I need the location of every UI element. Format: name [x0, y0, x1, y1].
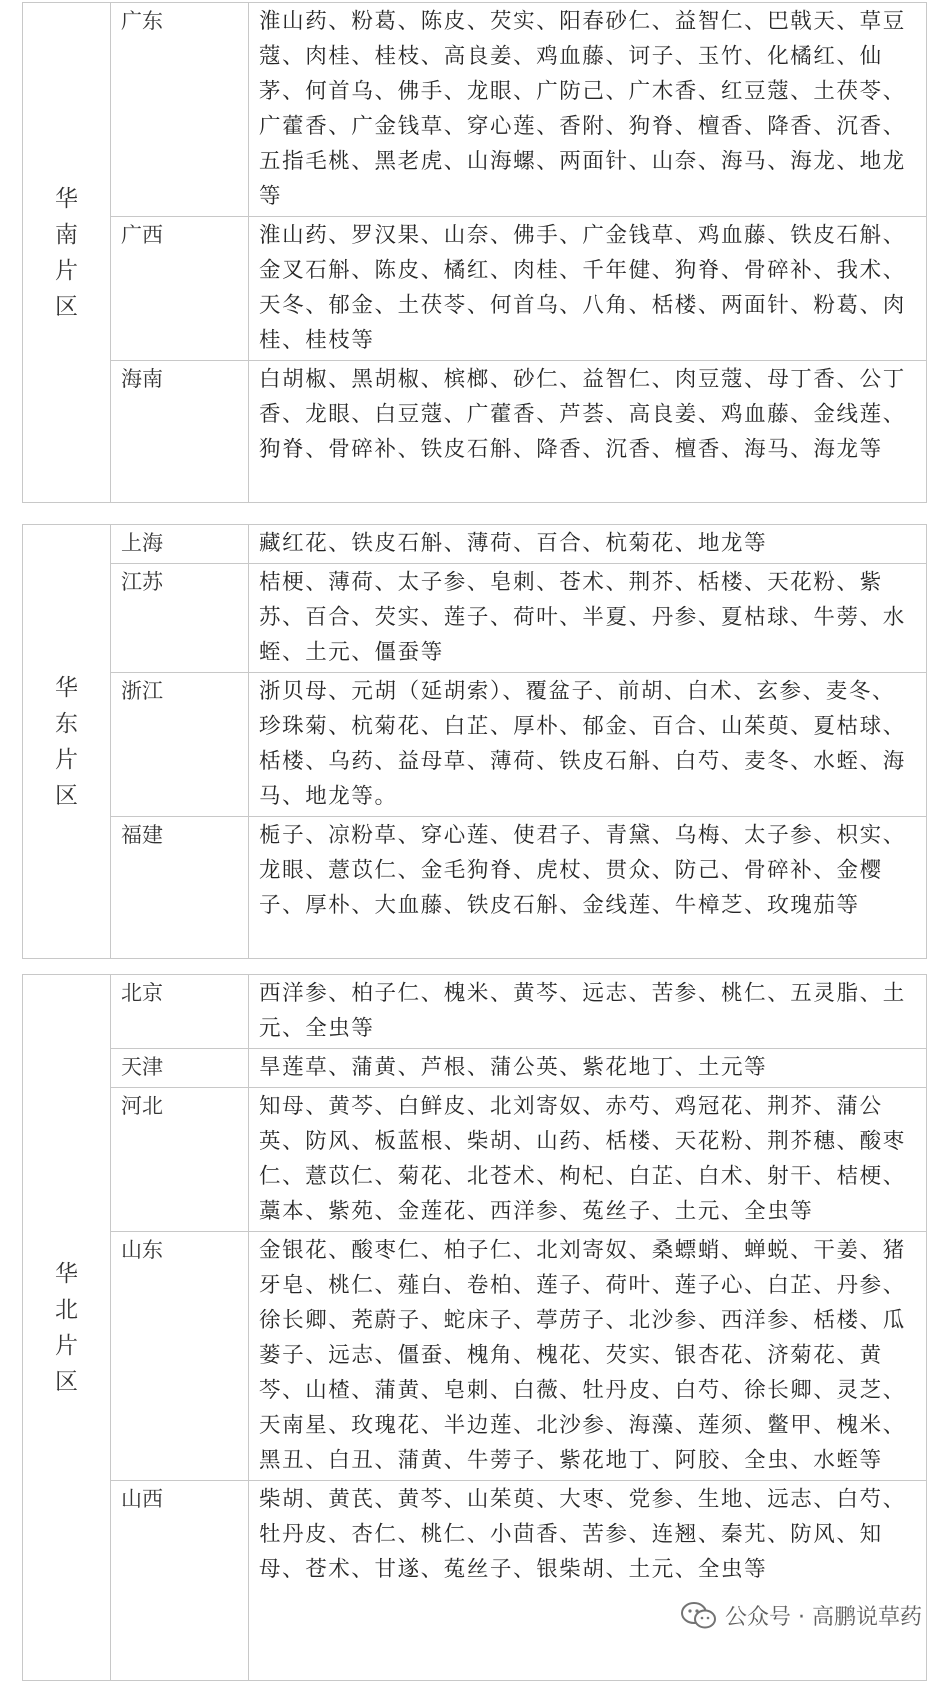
province-cell: 北京: [111, 975, 249, 1049]
watermark-text: 公众号 · 高鹏说草药: [725, 1605, 922, 1630]
wechat-icon: [681, 1601, 717, 1631]
table-row: [23, 217, 927, 361]
herb-list: 白胡椒、黑胡椒、槟榔、砂仁、益智仁、肉豆蔻、母丁香、公丁香、龙眼、白豆蔻、广藿香、芦荟、高良姜、鸡血藤、金线莲、狗脊、骨碎补、铁皮石斛、降香、沉香、檀香、海马、海龙等: [249, 361, 927, 503]
province-cell: 福建: [111, 817, 249, 959]
area-name: 华北片区: [55, 1260, 78, 1395]
area-cell: [23, 3, 111, 503]
herb-list: 栀子、凉粉草、穿心莲、使君子、青黛、乌梅、太子参、枳实、龙眼、薏苡仁、金毛狗脊、虎杖、贯众、防己、骨碎补、金樱子、厚朴、大血藤、铁皮石斛、金线莲、牛樟芝、玫瑰茄等: [249, 817, 927, 959]
province-cell: 浙江: [111, 673, 249, 817]
province-cell: 山西: [111, 1481, 249, 1681]
area-cell: [23, 975, 111, 1681]
table-row: [23, 817, 927, 959]
herb-list: 西洋参、柏子仁、槐米、黄芩、远志、苦参、桃仁、五灵脂、土元、全虫等: [249, 975, 927, 1049]
region-table-south: [22, 2, 927, 503]
herb-list: 浙贝母、元胡（延胡索）、覆盆子、前胡、白术、玄参、麦冬、珍珠菊、杭菊花、白芷、厚朴、郁金、百合、山茱萸、夏枯球、栝楼、乌药、益母草、薄荷、铁皮石斛、白芍、麦冬、水蛭、海马、地龙等。: [249, 673, 927, 817]
table-row: [23, 1232, 927, 1481]
area-name: 华南片区: [55, 185, 78, 320]
province-cell: 广东: [111, 3, 249, 217]
province-cell: 江苏: [111, 564, 249, 673]
province-cell: 河北: [111, 1088, 249, 1232]
province-cell: 天津: [111, 1049, 249, 1088]
table-row: [23, 564, 927, 673]
area-cell: [23, 525, 111, 959]
table-row: [23, 1088, 927, 1232]
area-name: 华东片区: [55, 674, 78, 809]
province-cell: 广西: [111, 217, 249, 361]
province-cell: 海南: [111, 361, 249, 503]
table-row: [23, 1481, 927, 1681]
table-row: [23, 361, 927, 503]
region-table-north: [22, 974, 927, 1681]
table-row: [23, 3, 927, 217]
region-table-east: [22, 524, 927, 959]
herb-list: 桔梗、薄荷、太子参、皂刺、苍术、荆芥、栝楼、天花粉、紫苏、百合、芡实、莲子、荷叶、半夏、丹参、夏枯球、牛蒡、水蛭、土元、僵蚕等: [249, 564, 927, 673]
province-cell: 上海: [111, 525, 249, 564]
herb-list: 金银花、酸枣仁、柏子仁、北刘寄奴、桑螵蛸、蝉蜕、干姜、猪牙皂、桃仁、薤白、卷柏、莲子、荷叶、莲子心、白芷、丹参、徐长卿、茺蔚子、蛇床子、葶苈子、北沙参、西洋参、栝楼、瓜蒌子、远志、僵蚕、槐角、槐花、芡实、银杏花、济菊花、黄芩、山楂、蒲黄、皂刺、白薇、牡丹皮、白芍、徐长卿、灵芝、天南星、玫瑰花、半边莲、北沙参、海藻、莲须、鳖甲、槐米、黑丑、白丑、蒲黄、牛蒡子、紫花地丁、阿胶、全虫、水蛭等: [249, 1232, 927, 1481]
watermark: [681, 1600, 922, 1631]
herb-list: 旱莲草、蒲黄、芦根、蒲公英、紫花地丁、土元等: [249, 1049, 927, 1088]
herb-list: 淮山药、粉葛、陈皮、芡实、阳春砂仁、益智仁、巴戟天、草豆蔻、肉桂、桂枝、高良姜、鸡血藤、诃子、玉竹、化橘红、仙茅、何首乌、佛手、龙眼、广防己、广木香、红豆蔻、土茯苓、广藿香、广金钱草、穿心莲、香附、狗脊、檀香、降香、沉香、五指毛桃、黑老虎、山海螺、两面针、山奈、海马、海龙、地龙等: [249, 3, 927, 217]
herb-list: 柴胡、黄芪、黄芩、山茱萸、大枣、党参、生地、远志、白芍、牡丹皮、杏仁、桃仁、小茴香、苦参、连翘、秦艽、防风、知母、苍术、甘遂、菟丝子、银柴胡、土元、全虫等: [249, 1481, 927, 1681]
province-cell: 山东: [111, 1232, 249, 1481]
herb-list: 知母、黄芩、白鲜皮、北刘寄奴、赤芍、鸡冠花、荆芥、蒲公英、防风、板蓝根、柴胡、山药、栝楼、天花粉、荆芥穗、酸枣仁、薏苡仁、菊花、北苍术、枸杞、白芷、白术、射干、桔梗、藁本、紫苑、金莲花、西洋参、菟丝子、土元、全虫等: [249, 1088, 927, 1232]
table-row: [23, 975, 927, 1049]
table-row: [23, 1049, 927, 1088]
herb-list: 淮山药、罗汉果、山奈、佛手、广金钱草、鸡血藤、铁皮石斛、金叉石斛、陈皮、橘红、肉桂、千年健、狗脊、骨碎补、我术、天冬、郁金、土茯苓、何首乌、八角、栝楼、两面针、粉葛、肉桂、桂枝等: [249, 217, 927, 361]
herb-list: 藏红花、铁皮石斛、薄荷、百合、杭菊花、地龙等: [249, 525, 927, 564]
table-row: [23, 525, 927, 564]
table-row: [23, 673, 927, 817]
